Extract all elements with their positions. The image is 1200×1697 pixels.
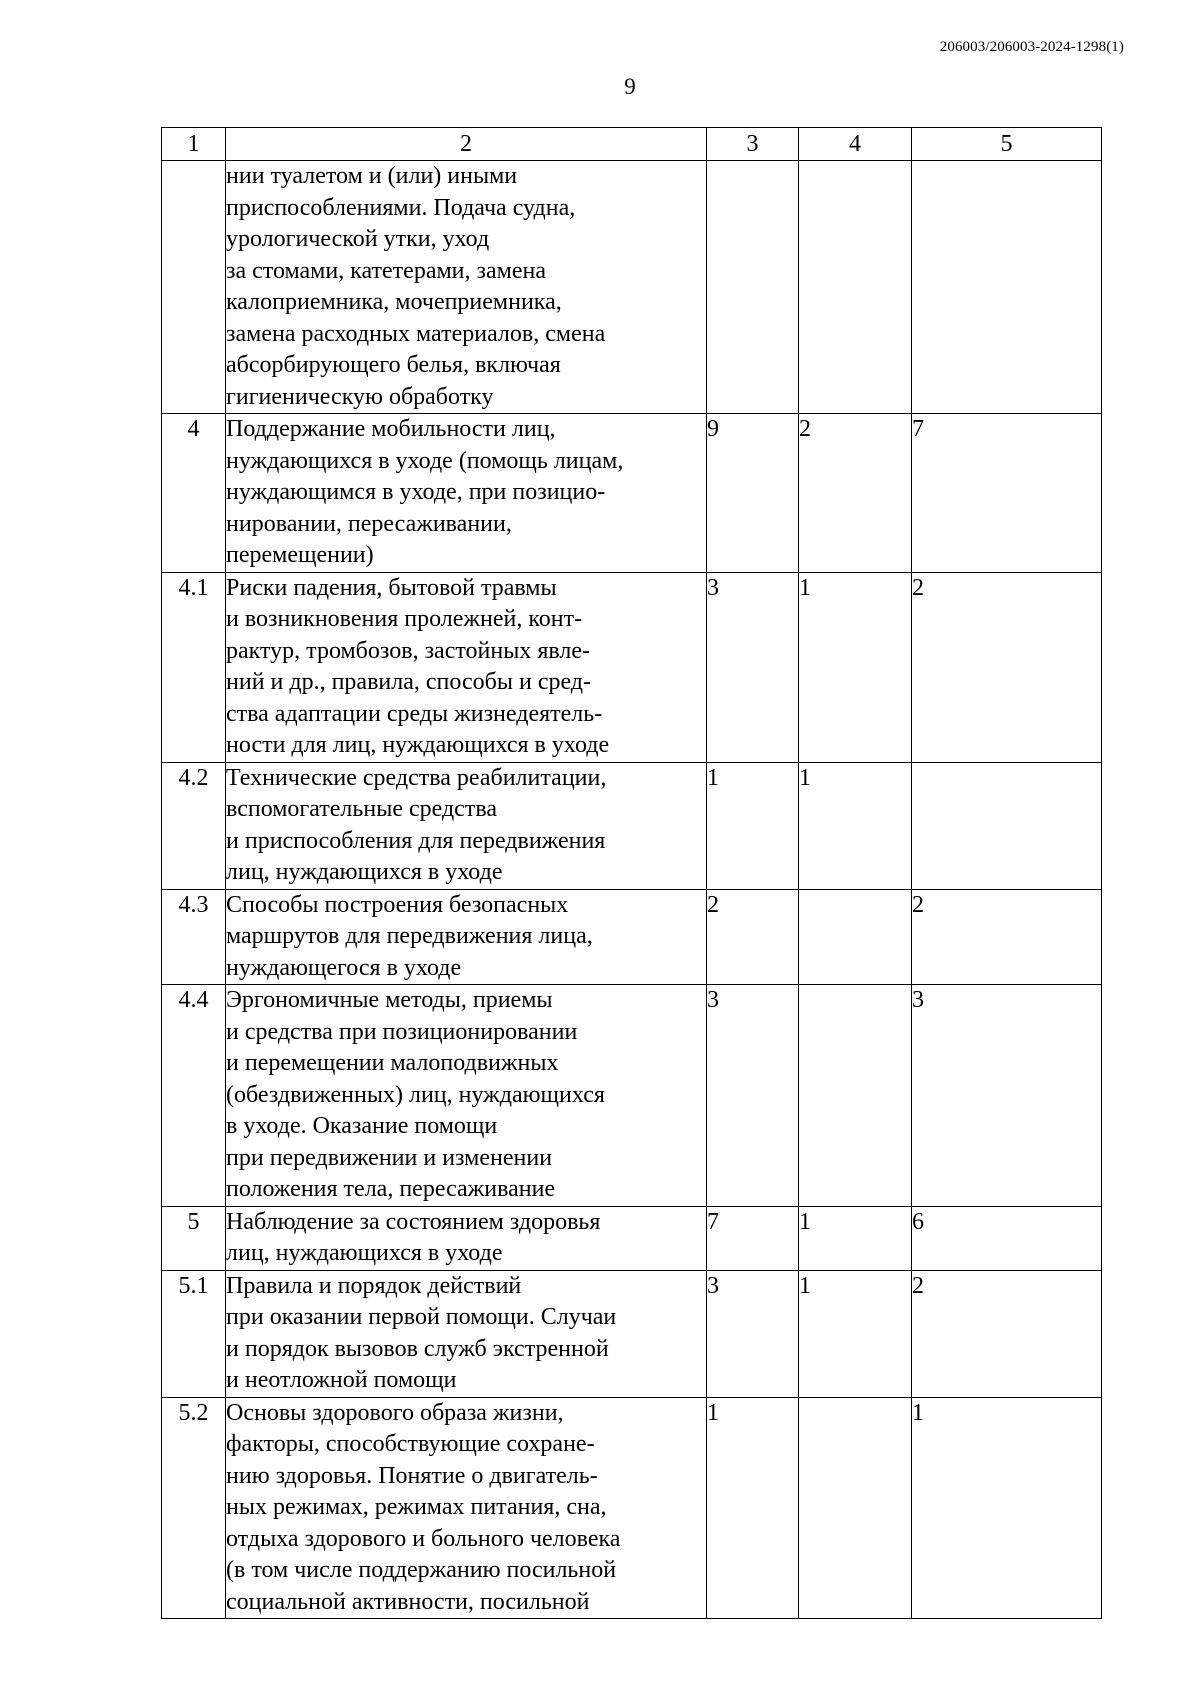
row-number: 4.3 — [162, 889, 226, 985]
table-row — [162, 1206, 1102, 1270]
row-number: 5.2 — [162, 1397, 226, 1619]
row-practice-hours: 3 — [912, 985, 1102, 1207]
row-topic: Поддержание мобильности лиц, нуждающихся в уходе (помощь лицам, нуждающимся в уходе, при позицио- нировании, пересаживании, перемещении) — [226, 414, 707, 573]
row-theory-hours — [799, 889, 912, 985]
column-header-2: 2 — [226, 128, 707, 161]
table-header-row — [162, 128, 1102, 161]
row-number: 4.4 — [162, 985, 226, 1207]
row-practice-hours — [912, 161, 1102, 414]
row-theory-hours: 1 — [799, 572, 912, 762]
row-theory-hours: 1 — [799, 1206, 912, 1270]
row-number: 5 — [162, 1206, 226, 1270]
row-number: 4.2 — [162, 762, 226, 889]
table-row — [162, 1397, 1102, 1619]
curriculum-table — [161, 127, 1102, 1619]
column-header-3: 3 — [707, 128, 799, 161]
table-row — [162, 762, 1102, 889]
table-row — [162, 161, 1102, 414]
row-total-hours: 3 — [707, 1270, 799, 1397]
row-total-hours: 3 — [707, 985, 799, 1207]
row-theory-hours: 1 — [799, 762, 912, 889]
row-theory-hours — [799, 985, 912, 1207]
row-practice-hours: 1 — [912, 1397, 1102, 1619]
row-topic: Наблюдение за состоянием здоровья лиц, нуждающихся в уходе — [226, 1206, 707, 1270]
row-total-hours: 7 — [707, 1206, 799, 1270]
row-topic: Технические средства реабилитации, вспомогательные средства и приспособления для передвижения лиц, нуждающихся в уходе — [226, 762, 707, 889]
row-practice-hours: 2 — [912, 1270, 1102, 1397]
row-total-hours: 2 — [707, 889, 799, 985]
row-total-hours: 1 — [707, 762, 799, 889]
row-total-hours: 1 — [707, 1397, 799, 1619]
row-number: 5.1 — [162, 1270, 226, 1397]
row-total-hours: 3 — [707, 572, 799, 762]
page-number: 9 — [624, 74, 636, 99]
row-topic: Способы построения безопасных маршрутов для передвижения лица, нуждающегося в уходе — [226, 889, 707, 985]
row-theory-hours: 1 — [799, 1270, 912, 1397]
row-topic: нии туалетом и (или) иными приспособлениями. Подача судна, урологической утки, уход за стомами, катетерами, замена калоприемника, мочеприемника, замена расходных материалов, смена абсорбирующего белья, включая гигиеническую обработку — [226, 161, 707, 414]
column-header-4: 4 — [799, 128, 912, 161]
row-number: 4 — [162, 414, 226, 573]
row-practice-hours: 2 — [912, 572, 1102, 762]
row-number: 4.1 — [162, 572, 226, 762]
row-topic: Риски падения, бытовой травмы и возникновения пролежней, конт- рактур, тромбозов, застойных явле- ний и др., правила, способы и сред- ства адаптации среды жизнедеятель- ности для лиц, нуждающихся в уходе — [226, 572, 707, 762]
row-topic: Основы здорового образа жизни, факторы, способствующие сохране- нию здоровья. Понятие о двигатель- ных режимах, режимах питания, сна, отдыха здорового и больного человека (в том числе поддержанию посильной социальной активности, посильной — [226, 1397, 707, 1619]
table-row — [162, 985, 1102, 1207]
row-practice-hours — [912, 762, 1102, 889]
row-total-hours: 9 — [707, 414, 799, 573]
row-topic: Эргономичные методы, приемы и средства при позиционировании и перемещении малоподвижных (обездвиженных) лиц, нуждающихся в уходе. Оказание помощи при передвижении и изменении положения тела, пересаживание — [226, 985, 707, 1207]
row-total-hours — [707, 161, 799, 414]
column-header-5: 5 — [912, 128, 1102, 161]
row-practice-hours: 2 — [912, 889, 1102, 985]
table-row — [162, 414, 1102, 573]
row-topic: Правила и порядок действий при оказании первой помощи. Случаи и порядок вызовов служб экстренной и неотложной помощи — [226, 1270, 707, 1397]
row-practice-hours: 7 — [912, 414, 1102, 573]
table-row — [162, 889, 1102, 985]
row-theory-hours — [799, 1397, 912, 1619]
row-practice-hours: 6 — [912, 1206, 1102, 1270]
table-row — [162, 572, 1102, 762]
table-row — [162, 1270, 1102, 1397]
row-theory-hours — [799, 161, 912, 414]
row-theory-hours: 2 — [799, 414, 912, 573]
document-id: 206003/206003-2024-1298(1) — [939, 39, 1124, 55]
column-header-1: 1 — [162, 128, 226, 161]
row-number — [162, 161, 226, 414]
